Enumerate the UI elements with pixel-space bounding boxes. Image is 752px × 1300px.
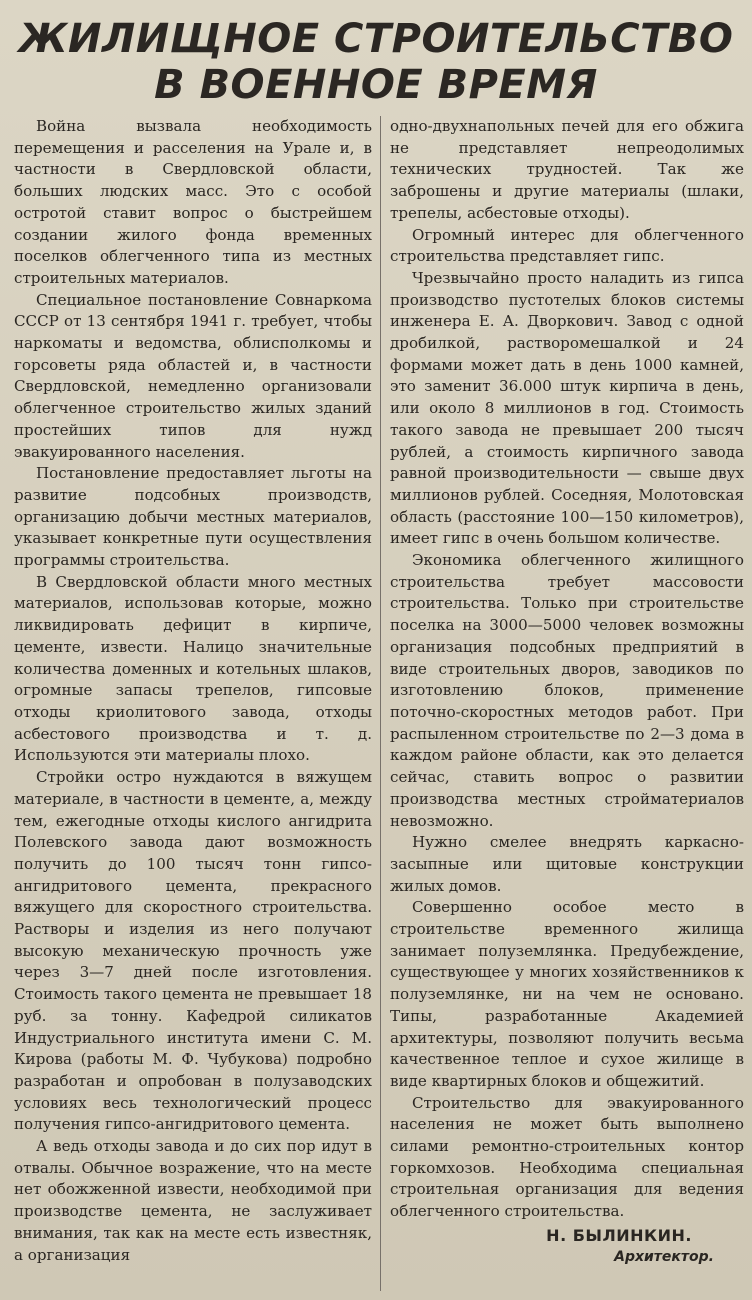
paragraph: В Свердловской области много местных материалов, использовав которые, можно ликвидировать дефицит в кирпиче, цементе, извести. Налицо значительные количества доменных и котельных шлаков, огромные запасы трепелов, гипсовые отходы криолитового завода, отходы асбестового производства и т. д. Используются эти материалы плохо. (14, 572, 372, 765)
paragraph: одно-двухнапольных печей для его обжига не представляет непреодолимых технических трудностей. Так же заброшены и другие материалы (шлаки, трепелы, асбестовые отходы). (390, 117, 744, 222)
paragraph: Чрезвычайно просто наладить из гипса производство пустотелых блоков системы инженера Е. А. Дворкович. Завод с одной дробилкой, растворомешалкой и 24 формами может дать в день 1000 камней, это заменит 36.000 штук кирпича в день, или около 8 миллионов в год. Стоимость такого завода не превышает 200 тысяч рублей, а стоимость кирпичного завода равной производительности — свыше двух миллионов рублей. Соседняя, Молотовская область (расстояние 100—150 километров), имеет гипс в очень большом количестве. (390, 268, 744, 548)
paragraph: Нужно смелее внедрять каркасно-засыпные или щитовые конструкции жилых домов. (390, 833, 744, 895)
author-role: Архитектор. (614, 1248, 714, 1265)
paragraph: Экономика облегченного жилищного строительства требует массовости строительства. Только при строительстве поселка на 3000—5000 человек возможны организация подсобных предприятий в виде строительных дворов, заводиков по изготовлению блоков, применение поточно-скоростных методов работ. При распыленном строительстве по 2—3 дома в каждом районе области, как это делается сейчас, ставить вопрос о развитии производства местных стройматериалов невозможно. (390, 551, 744, 830)
paragraph: А ведь отходы завода и до сих пор идут в отвалы. Обычное возражение, что на месте нет обожженной извести, необходимой при производстве цемента, не заслуживает внимания, так как на месте есть известняк, а организация (14, 1137, 372, 1264)
paragraph: Специальное постановление Совнаркома СССР от 13 сентября 1941 г. требует, чтобы наркоматы и ведомства, облисполкомы и горсоветы ряда областей и, в частности Свердловской, немедленно организовали облегченное строительство жилых зданий простейших типов для нужд эвакуированного населения. (14, 290, 372, 461)
headline-line-2: В ВОЕННОЕ ВРЕМЯ (154, 62, 598, 108)
right-column (390, 116, 744, 1296)
article-body (14, 116, 748, 1296)
paragraph: Строительство для эвакуированного населения не может быть выполнено силами ремонтно-строительных контор горкомхозов. Необходима специальная строительная организация для ведения облегченного строительства. (390, 1093, 744, 1221)
left-column (14, 116, 372, 1296)
article-headline (0, 16, 752, 108)
paragraph: Стройки остро нуждаются в вяжущем материале, в частности в цементе, а, между тем, ежегодные отходы кислого ангидрита Полевского завода дают возможность получить до 100 тысяч тонн гипсо-ангидритового цемента, прекрасного вяжущего для скоростного строительства. Растворы и изделия из него получают высокую механическую прочность уже через 3—7 дней после изготовления. Стоимость такого цемента не превышает 18 руб. за тонну. Кафедрой силикатов Индустриального института имени С. М. Кирова (работы М. Ф. Чубукова) подробно разработан и опробован в полузаводских условиях весь технологический процесс получения гипсо-ангидритового цемента. (14, 768, 372, 1134)
paragraph: Постановление предоставляет льготы на развитие подсобных производств, организацию добычи местных материалов, указывает конкретные пути осуществления программы строительства. (14, 464, 372, 570)
headline-line-1: ЖИЛИЩНОЕ СТРОИТЕЛЬСТВО (18, 16, 734, 62)
paragraph: Совершенно особое место в строительстве временного жилища занимает полуземлянка. Предубеждение, существующее у многих хозяйственников к полуземлянке, ни на чем не основано. Типы, разработанные Академией архитектуры, позволяют получить весьма качественное теплое и сухое жилище в виде квартирных блоков и общежитий. (390, 898, 744, 1090)
paragraph: Огромный интерес для облегченного строительства представляет гипс. (390, 225, 744, 266)
author-name: Н. БЫЛИНКИН. (546, 1225, 692, 1245)
paragraph: Война вызвала необходимость перемещения и расселения на Урале и, в частности в Свердловской области, больших людских масс. Это с особой остротой ставит вопрос о быстрейшем создании жилого фонда временных поселков облегченного типа из местных строительных материалов. (14, 117, 372, 287)
column-divider (380, 116, 381, 1291)
